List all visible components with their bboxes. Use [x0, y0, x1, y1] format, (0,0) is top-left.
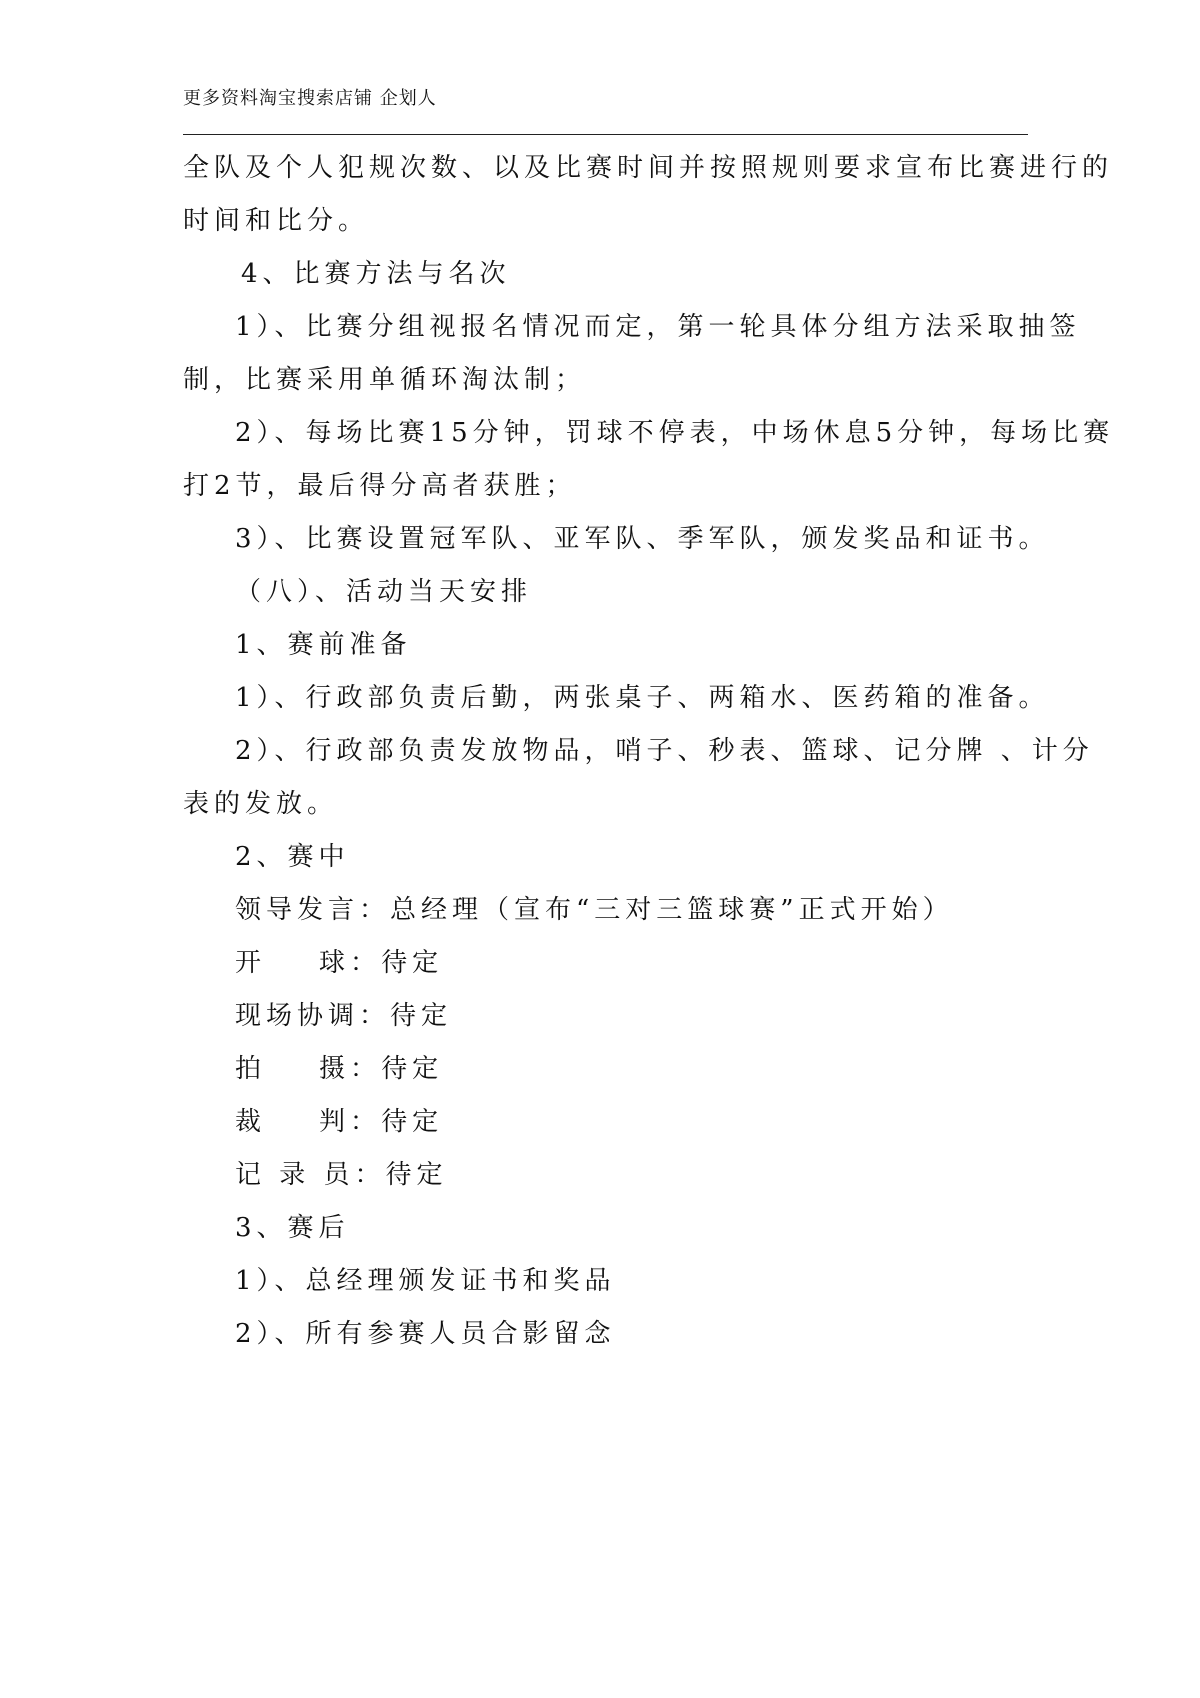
role-line	[235, 945, 443, 981]
paragraph-line: 1）、总经理颁发证书和奖品	[235, 1266, 616, 1296]
paragraph-line: 打2节，最后得分高者获胜；	[183, 471, 577, 501]
page-header: 更多资料淘宝搜索店铺 企划人	[183, 88, 437, 109]
paragraph-line: 表的发放。	[183, 789, 339, 819]
paragraph-line: 时间和比分。	[183, 206, 370, 236]
paragraph-line: 1）、行政部负责后勤，两张桌子、两箱水、医药箱的准备。	[235, 683, 1050, 713]
role-value: 待定	[390, 1001, 453, 1031]
header-rule	[183, 134, 1028, 135]
role-value: 待定	[385, 1160, 448, 1190]
role-value: 待定	[381, 948, 444, 978]
section-heading: 1、赛前准备	[235, 630, 412, 660]
paragraph-line: 全队及个人犯规次数、以及比赛时间并按照规则要求宣布比赛进行的	[183, 153, 1114, 183]
role-label: 记 录 员：	[235, 1160, 386, 1190]
role-line	[235, 1104, 443, 1140]
role-label: 拍 摄：	[235, 1054, 382, 1084]
paragraph-line: 制，比赛采用单循环淘汰制；	[183, 365, 587, 395]
paragraph-line: 2）、所有参赛人员合影留念	[235, 1319, 616, 1349]
paragraph-line: 2）、行政部负责发放物品，哨子、秒表、篮球、记分牌 、计分	[235, 736, 1094, 766]
role-line	[235, 998, 452, 1034]
role-label: 开 球：	[235, 948, 382, 978]
section-heading: 4、比赛方法与名次	[241, 259, 511, 289]
paragraph-line: 领导发言：总经理（宣布“三对三篮球赛”正式开始）	[235, 895, 954, 925]
section-heading: 3、赛后	[235, 1213, 350, 1243]
role-line	[235, 1051, 443, 1087]
role-value: 待定	[381, 1107, 444, 1137]
paragraph-line: 3）、比赛设置冠军队、亚军队、季军队，颁发奖品和证书。	[235, 524, 1050, 554]
role-label: 裁 判：	[235, 1107, 382, 1137]
role-label: 现场协调：	[235, 1001, 391, 1031]
section-heading: 2、赛中	[235, 842, 350, 872]
section-heading: （八）、活动当天安排	[235, 577, 533, 607]
paragraph-line: 2）、每场比赛15分钟，罚球不停表，中场休息5分钟，每场比赛	[235, 418, 1115, 448]
paragraph-line: 1）、比赛分组视报名情况而定，第一轮具体分组方法采取抽签	[235, 312, 1081, 342]
role-line	[235, 1157, 448, 1193]
role-value: 待定	[381, 1054, 444, 1084]
